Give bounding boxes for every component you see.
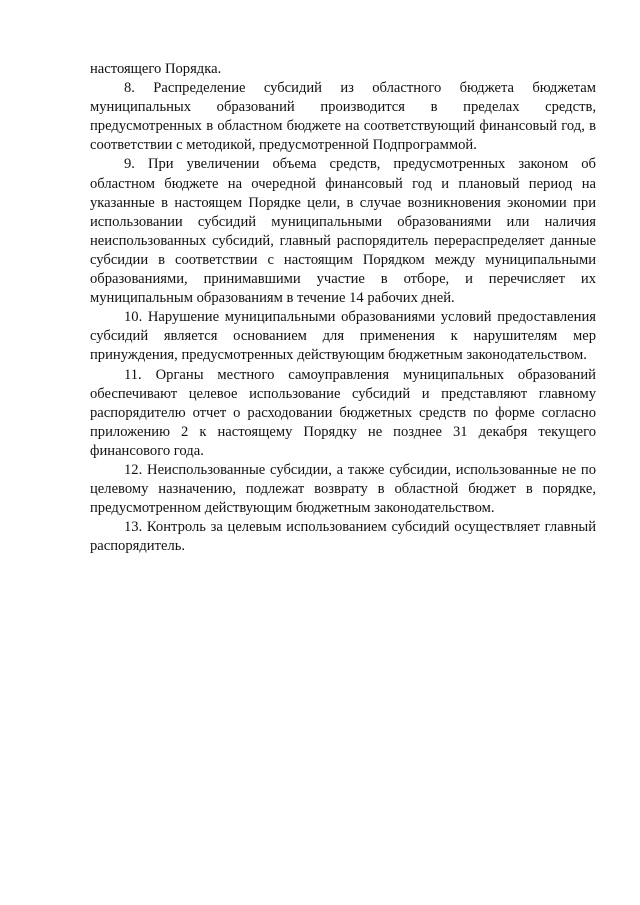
document-body xyxy=(90,60,596,556)
paragraph-12: 12. Неиспользованные субсидии, а также субсидии, использованные не по целевому назначению, подлежат возврату в областной бюджет в порядке, предусмотренном действующим бюджетным законодательством. xyxy=(90,461,596,517)
paragraph-9: 9. При увеличении объема средств, предусмотренных законом об областном бюджете на очередной финансовый год и плановый период на указанные в настоящем Порядке цели, в случае возникновения экономии при использовании субсидий муниципальными образованиями или наличия неиспользованных субсидий, главный распорядитель перераспределяет данные субсидии в соответствии с настоящим Порядком между муниципальными образованиями, принимавшими участие в отборе, и перечисляет их муниципальным образованиям в течение 14 рабочих дней. xyxy=(90,156,596,307)
paragraph-continuation: настоящего Порядка. xyxy=(90,61,222,77)
paragraph-8: 8. Распределение субсидий из областного бюджета бюджетам муниципальных образований производится в пределах средств, предусмотренных в областном бюджете на соответствующий финансовый год, в соответствии с методикой, предусмотренной Подпрограммой. xyxy=(90,80,596,154)
paragraph-10: 10. Нарушение муниципальными образованиями условий предоставления субсидий является основанием для применения к нарушителям мер принуждения, предусмотренных действующим бюджетным законодательством. xyxy=(90,309,596,364)
paragraph-13: 13. Контроль за целевым использованием субсидий осуществляет главный распорядитель. xyxy=(90,519,596,555)
paragraph-11: 11. Органы местного самоуправления муниципальных образований обеспечивают целевое использование субсидий и представляют главному распорядителю отчет о расходовании бюджетных средств по форме согласно приложению 2 к настоящему Порядку не позднее 31 декабря текущего финансового года. xyxy=(90,366,596,459)
